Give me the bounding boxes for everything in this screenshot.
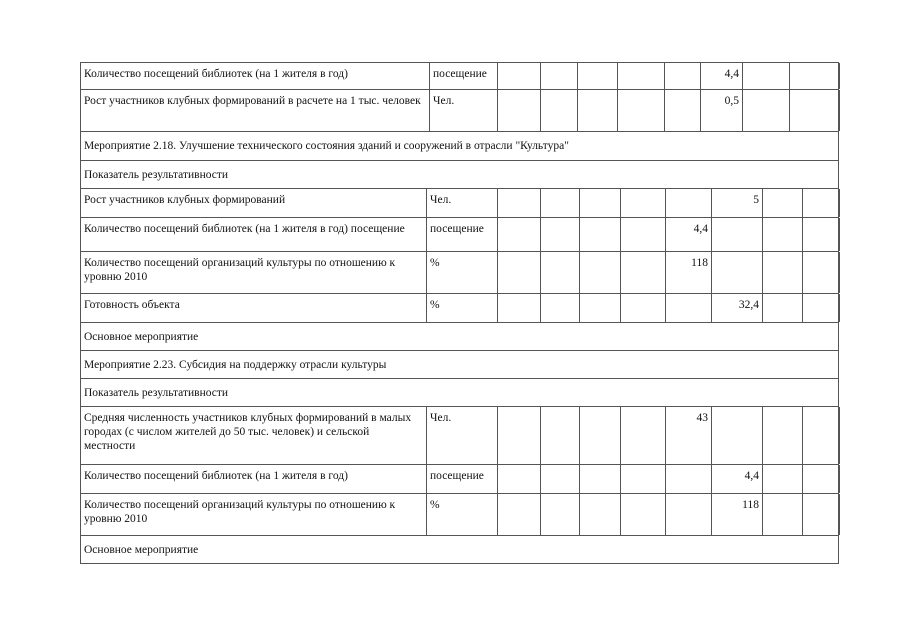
value-cell xyxy=(763,465,803,493)
value-cell xyxy=(541,252,580,293)
indicator-name: Количество посещений библиотек (на 1 жителя в год) xyxy=(81,465,427,493)
indicator-name: Рост участников клубных формирований xyxy=(81,189,427,217)
value-cell xyxy=(621,407,666,464)
value-cell xyxy=(498,465,541,493)
section-header-row xyxy=(80,323,839,351)
section-header-row xyxy=(80,351,839,379)
value-cell: 118 xyxy=(666,252,712,293)
value-cell: 43 xyxy=(666,407,712,464)
table-row xyxy=(80,90,839,132)
value-cell xyxy=(666,494,712,535)
unit-cell: посещение xyxy=(430,63,498,89)
value-cell xyxy=(580,189,621,217)
value-cell xyxy=(621,294,666,322)
indicator-name: Готовность объекта xyxy=(81,294,427,322)
table-row xyxy=(80,189,839,218)
value-cell xyxy=(803,465,840,493)
value-cell: 118 xyxy=(712,494,763,535)
value-cell: 32,4 xyxy=(712,294,763,322)
unit-cell: Чел. xyxy=(430,90,498,131)
value-cell xyxy=(541,218,580,251)
value-cell xyxy=(498,218,541,251)
unit-cell: % xyxy=(427,294,498,322)
value-cell xyxy=(790,63,840,89)
value-cell xyxy=(541,465,580,493)
value-cell xyxy=(580,407,621,464)
section-header-row xyxy=(80,132,839,161)
indicators-table xyxy=(80,62,839,564)
value-cell xyxy=(541,63,578,89)
value-cell xyxy=(618,90,665,131)
value-cell xyxy=(618,63,665,89)
value-cell xyxy=(621,189,666,217)
section-header-text: Основное мероприятие xyxy=(84,544,199,556)
value-cell xyxy=(498,252,541,293)
value-cell xyxy=(803,407,840,464)
unit-cell: Чел. xyxy=(427,407,498,464)
table-row xyxy=(80,62,839,90)
value-cell xyxy=(580,252,621,293)
value-cell xyxy=(840,494,843,535)
unit-cell: % xyxy=(427,252,498,293)
value-cell xyxy=(712,218,763,251)
value-cell xyxy=(498,63,541,89)
indicator-name: Количество посещений организаций культуры по отношению к уровню 2010 xyxy=(81,252,427,293)
table-row xyxy=(80,294,839,323)
value-cell xyxy=(712,407,763,464)
value-cell xyxy=(541,90,578,131)
value-cell: 4,4 xyxy=(701,63,743,89)
table-row xyxy=(80,465,839,494)
value-cell xyxy=(763,252,803,293)
value-cell xyxy=(763,218,803,251)
value-cell xyxy=(743,63,790,89)
value-cell xyxy=(665,90,701,131)
table-row xyxy=(80,407,839,465)
table-row xyxy=(80,252,839,294)
value-cell xyxy=(763,189,803,217)
value-cell xyxy=(803,494,840,535)
value-cell xyxy=(666,465,712,493)
value-cell xyxy=(498,90,541,131)
table-row xyxy=(80,494,839,536)
value-cell xyxy=(763,294,803,322)
value-cell xyxy=(621,252,666,293)
section-header-text: Основное мероприятие xyxy=(84,331,199,343)
value-cell xyxy=(621,218,666,251)
value-cell xyxy=(840,63,843,89)
table-row xyxy=(80,218,839,252)
value-cell xyxy=(665,63,701,89)
indicator-name: Количество посещений библиотек (на 1 жителя в год) посещение xyxy=(81,218,427,251)
value-cell xyxy=(840,218,843,251)
value-cell xyxy=(580,465,621,493)
unit-cell: посещение xyxy=(427,218,498,251)
section-header-text: Показатель результативности xyxy=(84,169,229,181)
value-cell: 4,4 xyxy=(666,218,712,251)
value-cell xyxy=(621,494,666,535)
value-cell xyxy=(803,218,840,251)
section-header-text: Мероприятие 2.23. Субсидия на поддержку отрасли культуры xyxy=(84,359,387,371)
value-cell: 4,4 xyxy=(712,465,763,493)
value-cell xyxy=(541,494,580,535)
value-cell xyxy=(666,189,712,217)
value-cell: 5 xyxy=(712,189,763,217)
value-cell xyxy=(666,294,712,322)
value-cell xyxy=(580,494,621,535)
value-cell xyxy=(541,294,580,322)
value-cell xyxy=(621,465,666,493)
value-cell xyxy=(803,294,840,322)
value-cell: 0,5 xyxy=(701,90,743,131)
value-cell xyxy=(580,294,621,322)
indicator-name: Рост участников клубных формирований в расчете на 1 тыс. человек xyxy=(81,90,430,131)
indicator-name: Средняя численность участников клубных формирований в малых городах (с числом жителей до 50 тыс. человек) и сельской местности xyxy=(81,407,427,464)
value-cell xyxy=(743,90,790,131)
section-header-text: Показатель результативности xyxy=(84,387,229,399)
value-cell xyxy=(578,90,618,131)
unit-cell: Чел. xyxy=(427,189,498,217)
value-cell xyxy=(763,407,803,464)
value-cell xyxy=(498,407,541,464)
value-cell xyxy=(498,494,541,535)
value-cell xyxy=(580,218,621,251)
value-cell xyxy=(541,407,580,464)
value-cell xyxy=(712,252,763,293)
value-cell xyxy=(803,252,840,293)
section-header-row xyxy=(80,379,839,407)
value-cell xyxy=(840,189,843,217)
indicator-name: Количество посещений библиотек (на 1 жителя в год) xyxy=(81,63,430,89)
value-cell xyxy=(498,294,541,322)
value-cell xyxy=(790,90,840,131)
value-cell xyxy=(840,90,843,131)
value-cell xyxy=(840,294,843,322)
value-cell xyxy=(840,407,843,464)
section-header-row xyxy=(80,536,839,564)
value-cell xyxy=(763,494,803,535)
value-cell xyxy=(498,189,541,217)
value-cell xyxy=(840,465,843,493)
value-cell xyxy=(840,252,843,293)
indicator-name: Количество посещений организаций культуры по отношению к уровню 2010 xyxy=(81,494,427,535)
value-cell xyxy=(803,189,840,217)
value-cell xyxy=(541,189,580,217)
value-cell xyxy=(578,63,618,89)
section-header-text: Мероприятие 2.18. Улучшение технического состояния зданий и сооружений в отрасли "Культура" xyxy=(84,140,569,152)
unit-cell: посещение xyxy=(427,465,498,493)
section-header-row xyxy=(80,161,839,189)
unit-cell: % xyxy=(427,494,498,535)
